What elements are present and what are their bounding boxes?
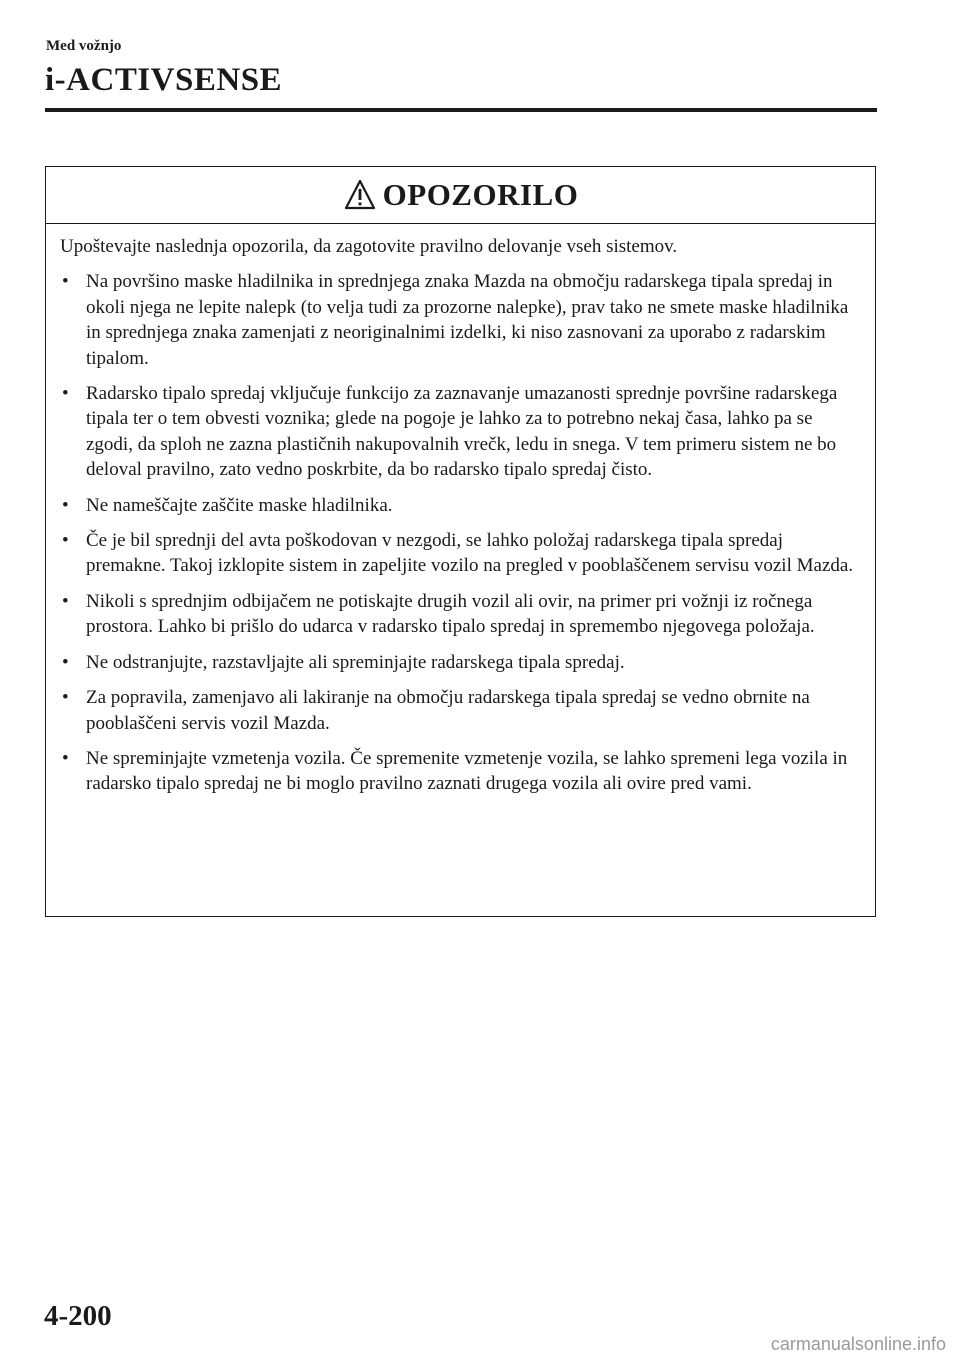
- list-item: • Za popravila, zamenjavo ali lakiranje na območju radarskega tipala spredaj se vedno obrnite na pooblaščeni servis vozil Mazda.: [62, 687, 810, 734]
- warning-intro: Upoštevajte naslednja opozorila, da zagotovite pravilno delovanje vseh sistemov.: [60, 236, 678, 257]
- bullet-icon: •: [62, 271, 69, 293]
- bullet-icon: •: [62, 687, 69, 709]
- bullet-icon: •: [62, 651, 69, 673]
- warning-body: [46, 224, 875, 797]
- watermark-link[interactable]: carmanualsonline.info: [770, 1334, 946, 1354]
- list-item: • Ne spreminjajte vzmetenja vozila. Če spremenite vzmetenje vozila, se lahko spremeni lega vozila in radarsko tipalo spredaj ne bi moglo pravilno zaznati drugega vozila ali ovire pred vami.: [62, 747, 848, 795]
- warning-box: [45, 166, 876, 917]
- bullet-icon: •: [62, 590, 69, 612]
- warning-heading: OPOZORILO: [382, 177, 579, 212]
- warning-triangle-icon: [343, 178, 377, 212]
- bullet-icon: •: [62, 494, 69, 516]
- bullet-icon: •: [62, 530, 69, 552]
- list-item: • Ne odstranjujte, razstavljajte ali spreminjajte radarskega tipala spredaj.: [60, 650, 859, 675]
- list-item: • Če je bil sprednji del avta poškodovan v nezgodi, se lahko položaj radarskega tipala spredaj premakne. Takoj izklopite sistem in zapeljite vozilo na pregled v pooblaščenem servisu vozil Mazda.: [62, 530, 854, 577]
- section-title: i-ACTIVSENSE: [45, 62, 283, 98]
- title-rule: [45, 108, 877, 112]
- bullet-icon: •: [62, 747, 69, 769]
- list-item: • Ne nameščajte zaščite maske hladilnika.: [60, 493, 859, 518]
- list-item: • Radarsko tipalo spredaj vključuje funkcijo za zaznavanje umazanosti sprednje površine radarskega tipala ter o tem obvesti voznika; glede na pogoje je lahko za to potrebno nekaj časa, lahko pa se zgodi, da sploh ne zazna plastičnih nakupovalnih vrečk, ledu in snega. V tem primeru sistem ne bo deloval pravilno, zato vedno poskrbite, da bo radarsko tipalo spredaj čisto.: [62, 383, 838, 481]
- warning-header: [46, 167, 875, 224]
- section-label: Med vožnjo: [46, 38, 122, 54]
- warning-list: [60, 269, 859, 796]
- page-number: 4-200: [44, 1300, 112, 1332]
- bullet-icon: •: [62, 383, 69, 405]
- list-item: • Nikoli s sprednjim odbijačem ne potiskajte drugih vozil ali ovir, na primer pri vožnji iz ročnega prostora. Lahko bi prišlo do udarca v radarsko tipalo spredaj in spremembo njegovega položaja.: [62, 590, 815, 638]
- list-item: • Na površino maske hladilnika in sprednjega znaka Mazda na območju radarskega tipala spredaj in okoli njega ne lepite nalepk (to velja tudi za prozorne nalepke), prav tako ne smete maske hladilnika in sprednjega znaka zamenjati z neoriginalnimi izdelki, ki niso zasnovani za uporabo z radarskim tipalom.: [62, 271, 849, 369]
